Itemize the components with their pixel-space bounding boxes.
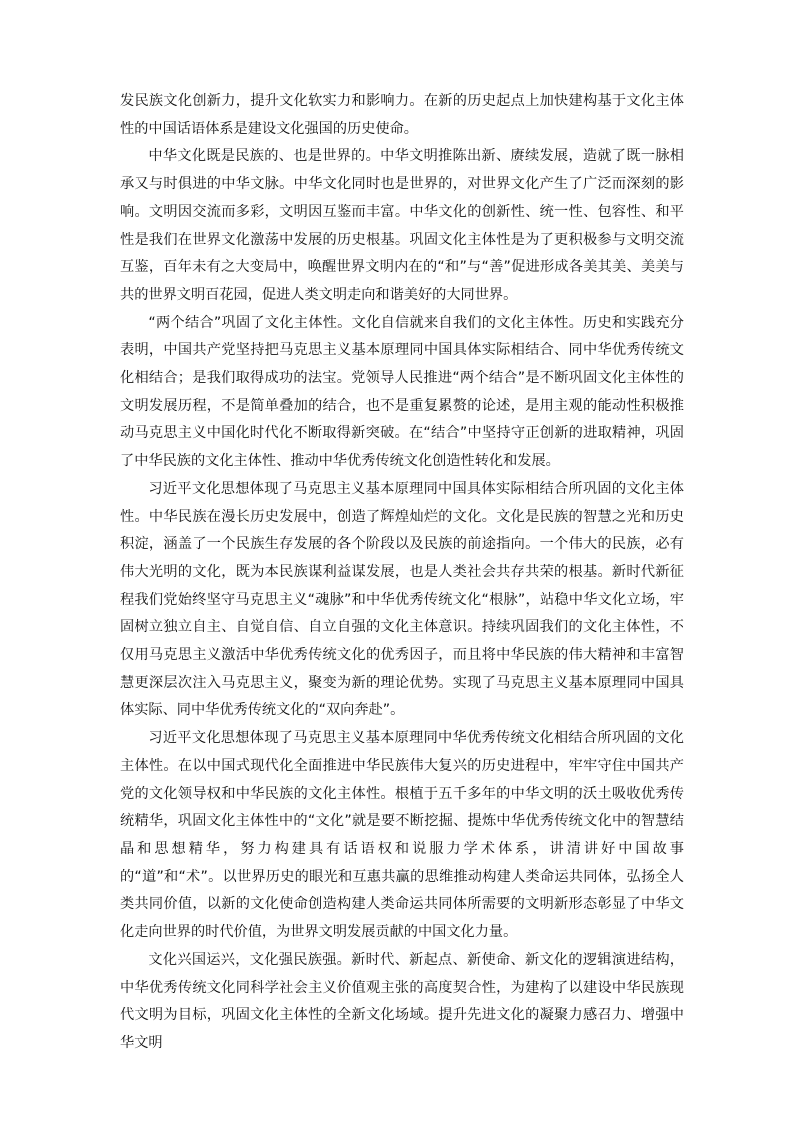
paragraph-1: 发民族文化创新力，提升文化软实力和影响力。在新的历史起点上加快建构基于文化主体性的中国话语体系是建设文化强国的历史使命。 [120,93,684,137]
paragraph-5: 习近平文化思想体现了马克思主义基本原理同中华优秀传统文化相结合所巩固的文化主体性。在以中国式现代化全面推进中华民族伟大复兴的历史进程中，牢牢守住中国共产党的文化领导权和中华民族的文化主体性。根植于五千多年的中华文明的沃土吸收优秀传统精华，巩固文化主体性中的“文化”就是要不断挖掘、提炼中华优秀传统文化中的智慧结晶和思想精华，努力构建具有话语权和说服力学术体系，讲清讲好中国故事的“道”和“术”。以世界历史的眼光和互惠共赢的思维推动构建人类命运共同体，弘扬全人类共同价值，以新的文化使命创造构建人类命运共同体所需要的文明新形态彰显了中华文化走向世界的时代价值，为世界文明发展贡献的中国文化力量。 [120,730,684,941]
paragraph-4: 习近平文化思想体现了马克思主义基本原理同中国具体实际相结合所巩固的文化主体性。中华民族在漫长历史发展中，创造了辉煌灿烂的文化。文化是民族的智慧之光和历史积淀，涵盖了一个民族生存发展的各个阶段以及民族的前途指向。一个伟大的民族，必有伟大光明的文化，既为本民族谋利益谋发展，也是人类社会共存共荣的根基。新时代新征程我们党始终坚守马克思主义“魂脉”和中华优秀传统文化“根脉”，站稳中华文化立场，牢固树立独立自主、自觉自信、自立自强的文化主体意识。持续巩固我们的文化主体性，不仅用马克思主义激活中华优秀传统文化的优秀因子，而且将中华民族的伟大精神和丰富智慧更深层次注入马克思主义，聚变为新的理论优势。实现了马克思主义基本原理同中国具体实际、同中华优秀传统文化的“双向奔赴”。 [120,480,684,719]
document-body [120,88,684,1058]
paragraph-2: 中华文化既是民族的、也是世界的。中华文明推陈出新、赓续发展，造就了既一脉相承又与时俱进的中华文脉。中华文化同时也是世界的，对世界文化产生了广泛而深刻的影响。文明因交流而多彩，文明因互鉴而丰富。中华文化的创新性、统一性、包容性、和平性是我们在世界文化激荡中发展的历史根基。巩固文化主体性是为了更积极参与文明交流互鉴，百年未有之大变局中，唤醒世界文明内在的“和”与“善”促进形成各美其美、美美与共的世界文明百花园，促进人类文明走向和谐美好的大同世界。 [120,148,684,303]
paragraph-6: 文化兴国运兴，文化强民族强。新时代、新起点、新使命、新文化的逻辑演进结构，中华优秀传统文化同科学社会主义价值观主张的高度契合性，为建构了以建设中华民族现代文明为目标，巩固文化主体性的全新文化场域。提升先进文化的凝聚力感召力、增强中华文明 [120,951,684,1051]
paragraph-3: “两个结合”巩固了文化主体性。文化自信就来自我们的文化主体性。历史和实践充分表明，中国共产党坚持把马克思主义基本原理同中国具体实际相结合、同中华优秀传统文化相结合；是我们取得成功的法宝。党领导人民推进“两个结合”是不断巩固文化主体性的文明发展历程，不是简单叠加的结合，也不是重复累赘的论述，是用主观的能动性积极推动马克思主义中国化时代化不断取得新突破。在“结合”中坚持守正创新的进取精神，巩固了中华民族的文化主体性、推动中华优秀传统文化创造性转化和发展。 [120,314,684,470]
